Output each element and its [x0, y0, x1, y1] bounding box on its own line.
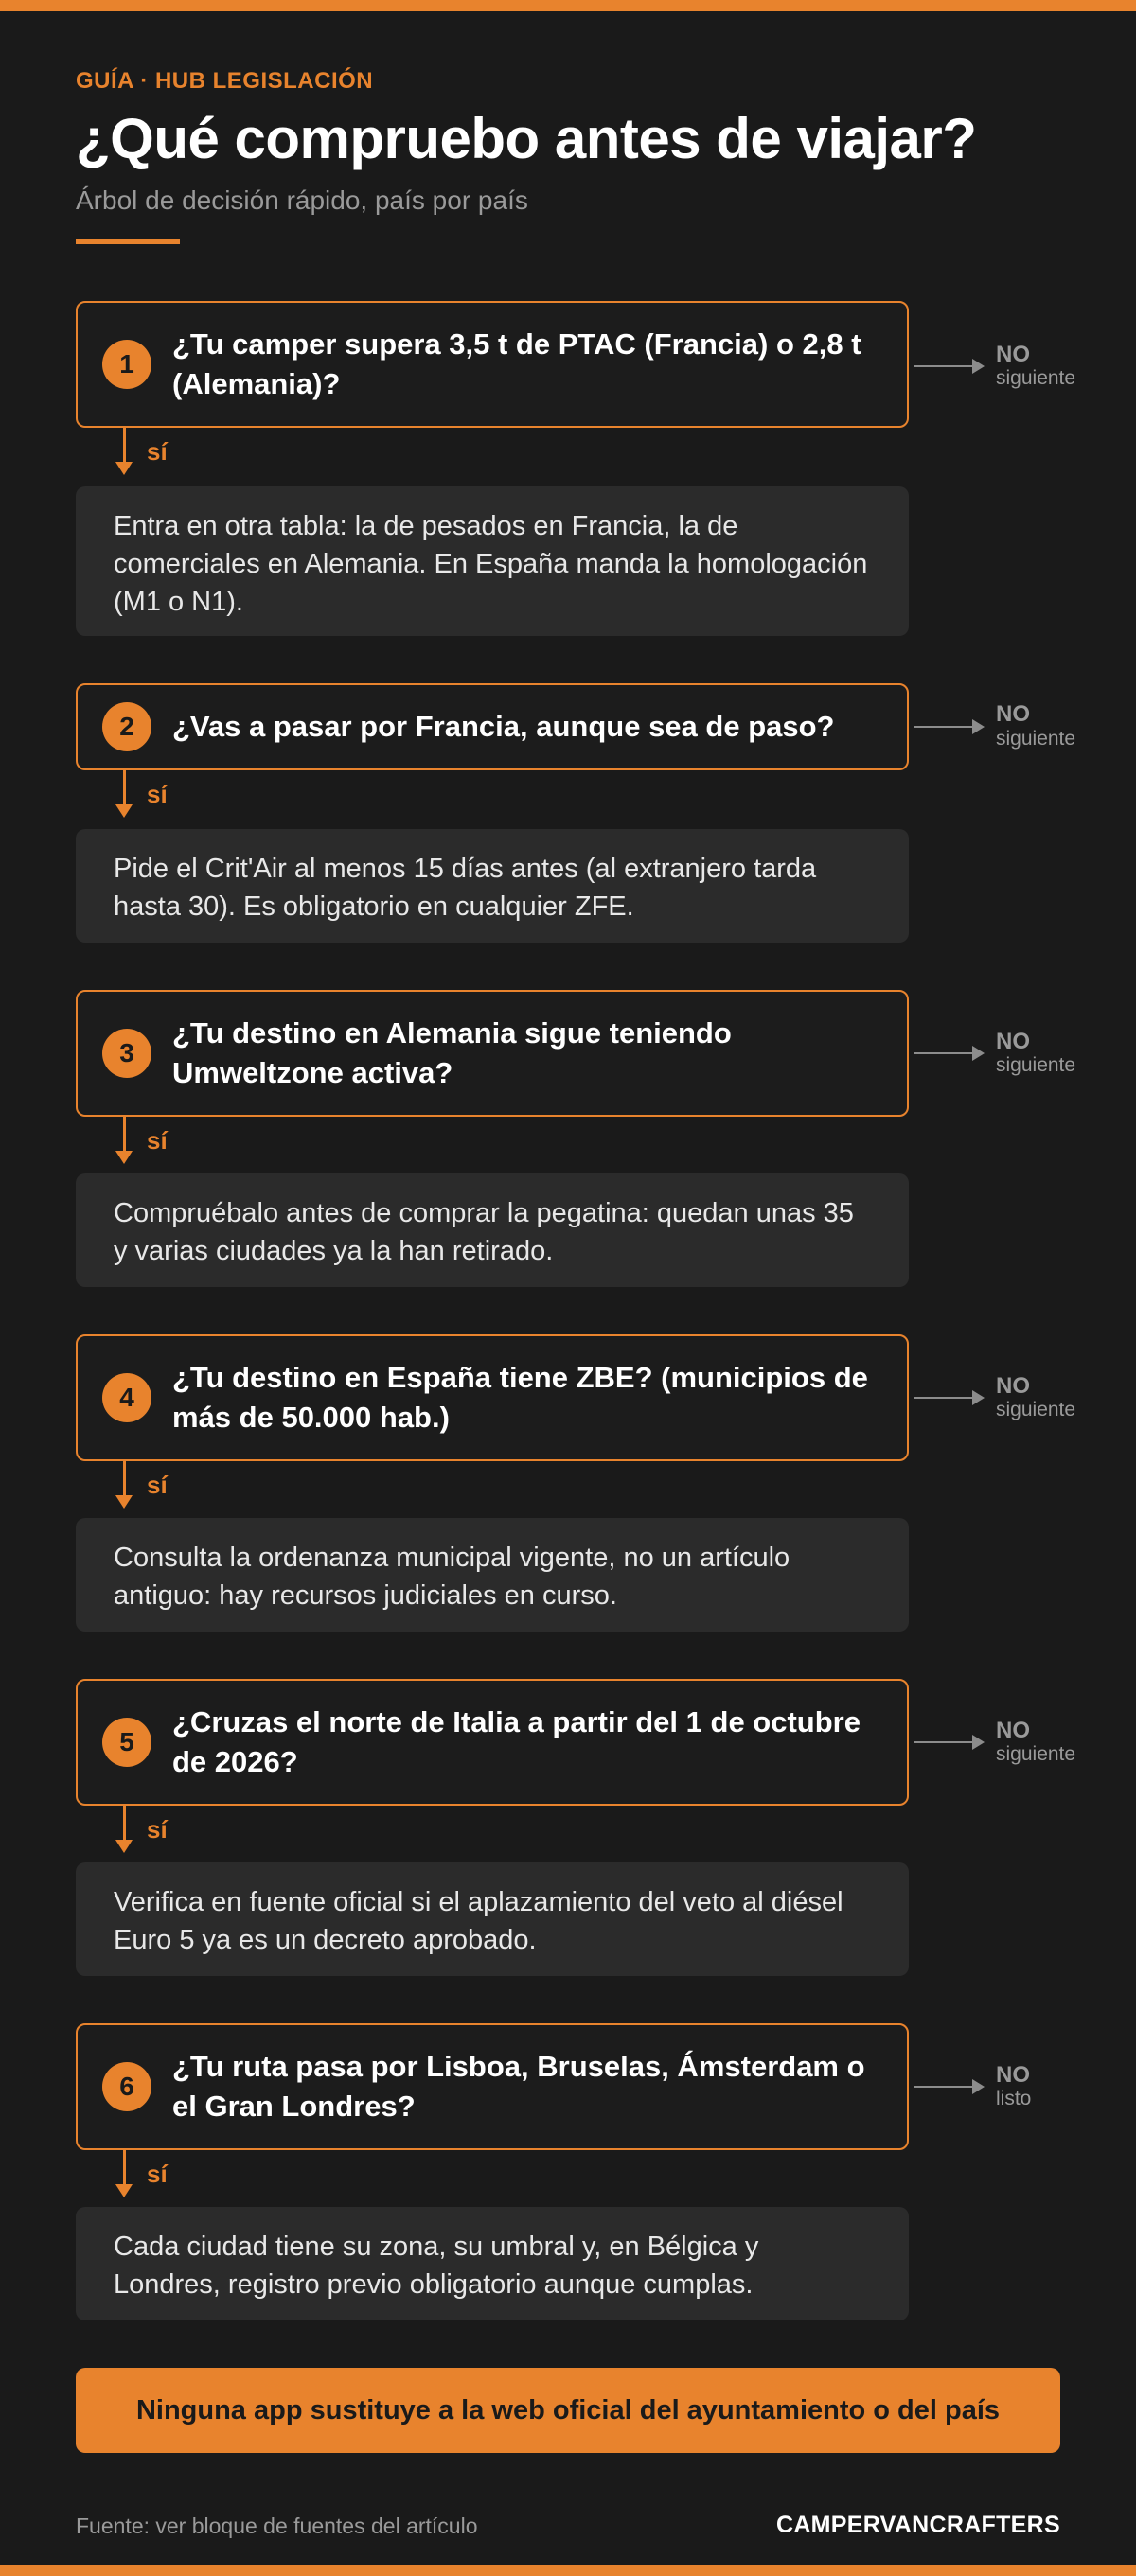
down-arrow-icon	[115, 804, 133, 818]
question-box	[76, 990, 909, 1117]
step-number-badge: 5	[102, 1718, 151, 1767]
step-number-badge: 1	[102, 340, 151, 389]
yes-connector	[123, 428, 126, 464]
down-arrow-icon	[115, 2184, 133, 2197]
no-next-label: siguiente	[996, 1399, 1076, 1420]
down-arrow-icon	[115, 1495, 133, 1509]
no-label: NO	[996, 2062, 1030, 2088]
question-box	[76, 683, 909, 770]
answer-box: Consulta la ordenanza municipal vigente, no un artículo antiguo: hay recursos judiciales en curso.	[76, 1518, 909, 1632]
yes-label: sí	[147, 1471, 168, 1499]
eyebrow-label: GUÍA · HUB LEGISLACIÓN	[76, 68, 374, 94]
down-arrow-icon	[115, 1151, 133, 1164]
step-number-badge: 3	[102, 1029, 151, 1078]
yes-connector	[123, 2150, 126, 2186]
answer-box: Compruébalo antes de comprar la pegatina: quedan unas 35 y varias ciudades ya la han retirado.	[76, 1173, 909, 1287]
cta-banner: Ninguna app sustituye a la web oficial del ayuntamiento o del país	[76, 2368, 1060, 2453]
no-next-label: siguiente	[996, 1743, 1076, 1765]
no-label: NO	[996, 1373, 1030, 1399]
no-arrow-icon	[914, 726, 983, 728]
brand-logo: CAMPERVANCRAFTERS	[775, 2512, 1060, 2538]
no-label: NO	[996, 701, 1030, 727]
no-arrow-icon	[914, 1052, 983, 1054]
title-underline	[76, 239, 180, 244]
question-text: ¿Cruzas el norte de Italia a partir del 1 de octubre de 2026?	[172, 1705, 861, 1778]
no-next-label: siguiente	[996, 728, 1076, 750]
page-subtitle: Árbol de decisión rápido, país por país	[76, 185, 528, 215]
answer-box: Verifica en fuente oficial si el aplazamiento del veto al diésel Euro 5 ya es un decreto aprobado.	[76, 1862, 909, 1976]
page-title: ¿Qué compruebo antes de viajar?	[76, 107, 977, 170]
answer-box: Pide el Crit'Air al menos 15 días antes (al extranjero tarda hasta 30). Es obligatorio en cualquier ZFE.	[76, 829, 909, 943]
source-note: Fuente: ver bloque de fuentes del artículo	[76, 2514, 478, 2538]
no-label: NO	[996, 1029, 1030, 1054]
question-box	[76, 1679, 909, 1806]
no-arrow-icon	[914, 1397, 983, 1399]
question-text: ¿Tu camper supera 3,5 t de PTAC (Francia) o 2,8 t (Alemania)?	[172, 327, 861, 400]
no-next-label: listo	[996, 2088, 1032, 2109]
yes-connector	[123, 1806, 126, 1842]
question-text: ¿Vas a pasar por Francia, aunque sea de paso?	[172, 710, 835, 743]
no-arrow-icon	[914, 1741, 983, 1743]
step-number-badge: 2	[102, 702, 151, 751]
no-label: NO	[996, 1718, 1030, 1743]
down-arrow-icon	[115, 462, 133, 475]
no-arrow-icon	[914, 365, 983, 367]
question-box	[76, 301, 909, 428]
yes-connector	[123, 1461, 126, 1497]
no-label: NO	[996, 342, 1030, 367]
answer-box: Entra en otra tabla: la de pesados en Francia, la de comerciales en Alemania. En España manda la homologación (M1 o N1).	[76, 486, 909, 636]
yes-label: sí	[147, 437, 168, 466]
step-number-badge: 6	[102, 2062, 151, 2111]
question-box	[76, 2023, 909, 2150]
down-arrow-icon	[115, 1840, 133, 1853]
bottom-accent-bar	[0, 2565, 1136, 2576]
yes-label: sí	[147, 1126, 168, 1155]
no-arrow-icon	[914, 2086, 983, 2088]
yes-label: sí	[147, 780, 168, 808]
question-text: ¿Tu destino en Alemania sigue teniendo Umweltzone activa?	[172, 1016, 732, 1089]
yes-connector	[123, 1117, 126, 1153]
question-text: ¿Tu ruta pasa por Lisboa, Bruselas, Ámsterdam o el Gran Londres?	[172, 2050, 865, 2123]
yes-label: sí	[147, 2160, 168, 2188]
yes-connector	[123, 770, 126, 806]
answer-box: Cada ciudad tiene su zona, su umbral y, en Bélgica y Londres, registro previo obligatorio aunque cumplas.	[76, 2207, 909, 2320]
top-accent-bar	[0, 0, 1136, 11]
question-box	[76, 1334, 909, 1461]
question-text: ¿Tu destino en España tiene ZBE? (municipios de más de 50.000 hab.)	[172, 1361, 868, 1434]
step-number-badge: 4	[102, 1373, 151, 1422]
yes-label: sí	[147, 1815, 168, 1844]
no-next-label: siguiente	[996, 1054, 1076, 1076]
no-next-label: siguiente	[996, 367, 1076, 389]
